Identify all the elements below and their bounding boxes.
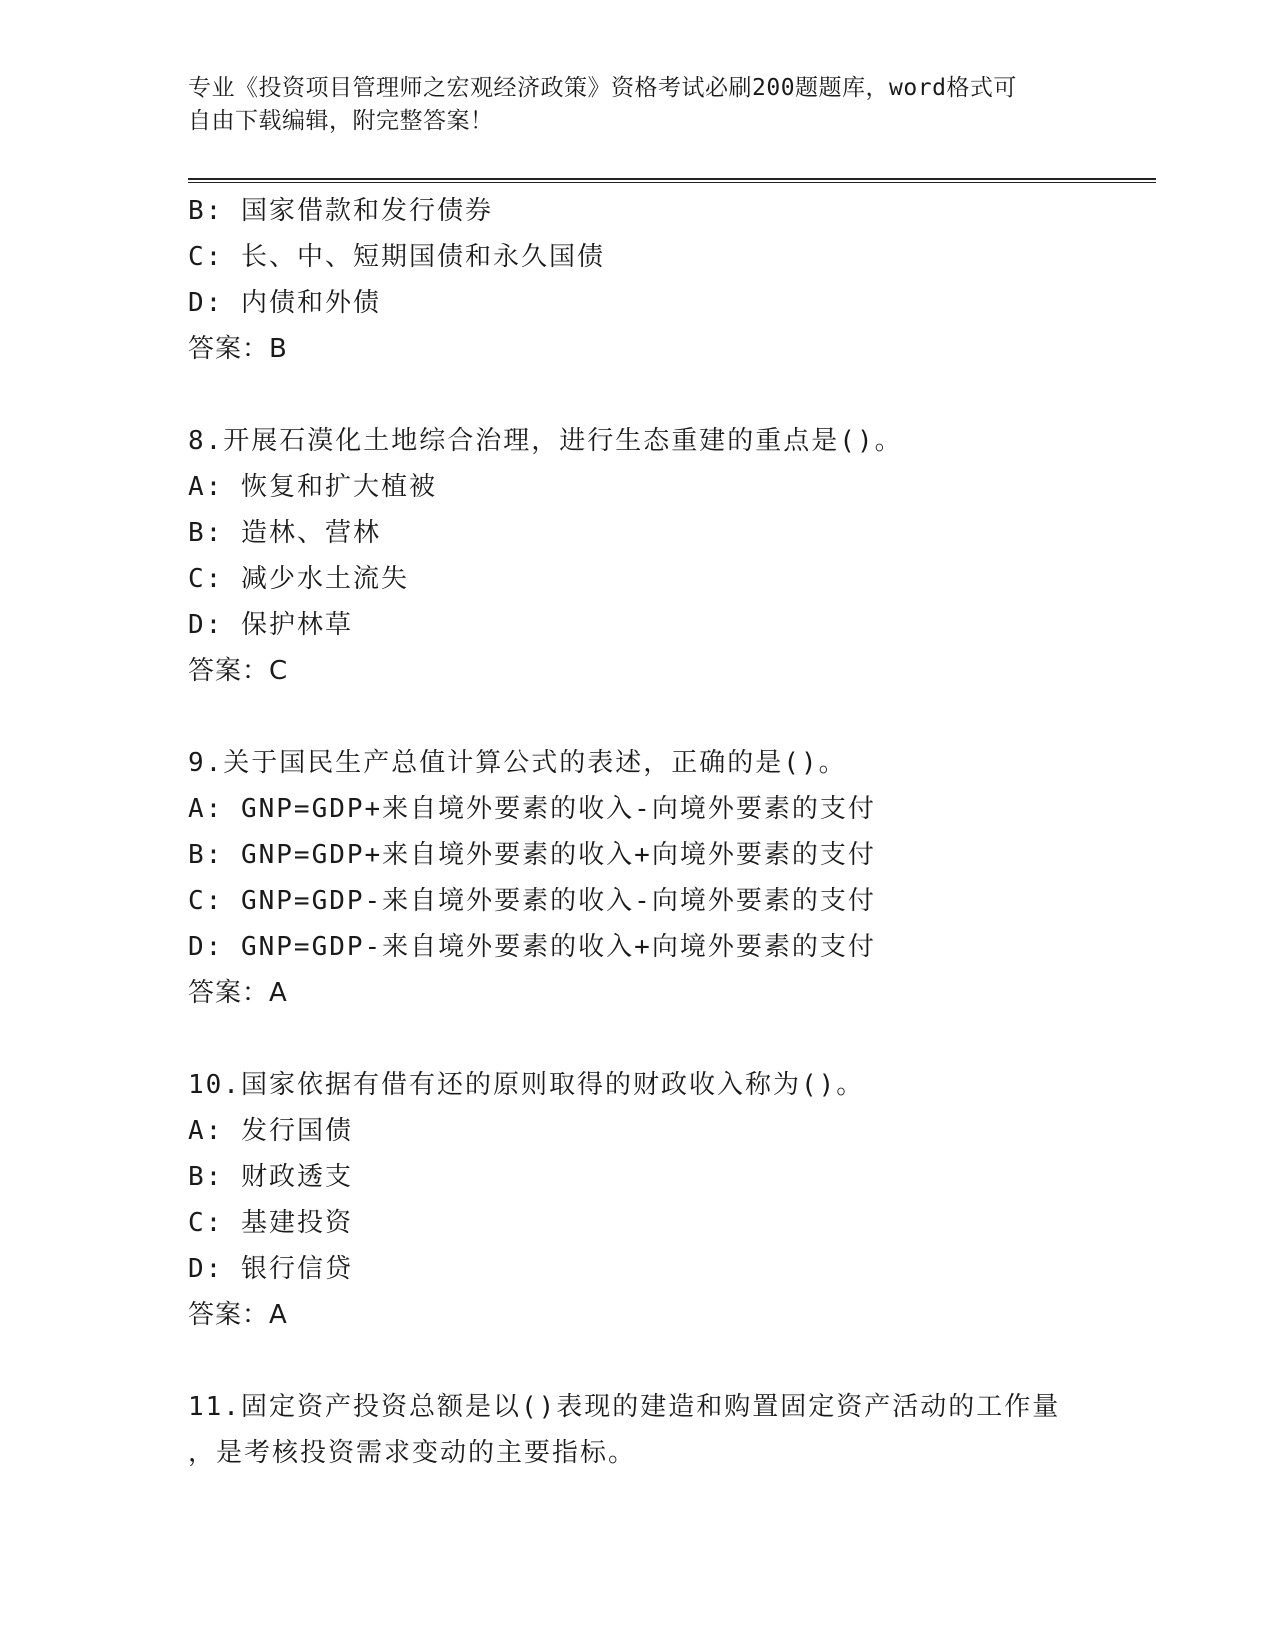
- question-block-7: [188, 188, 1088, 372]
- spacer: [188, 372, 1088, 418]
- question-stem: 9.关于国民生产总值计算公式的表述，正确的是()。: [188, 748, 847, 778]
- header-rule-thick: [188, 178, 1156, 180]
- spacer: [188, 1016, 1088, 1062]
- document-header: [188, 72, 1068, 138]
- option-d: D: 保护林草: [188, 610, 353, 640]
- option-b: B: 造林、营林: [188, 518, 381, 548]
- option-c: C: 长、中、短期国债和永久国债: [188, 242, 605, 272]
- option-b: B: GNP=GDP+来自境外要素的收入+向境外要素的支付: [188, 840, 876, 870]
- option-a: A: GNP=GDP+来自境外要素的收入-向境外要素的支付: [188, 794, 876, 824]
- spacer: [188, 694, 1088, 740]
- question-block-8: [188, 418, 1088, 694]
- question-stem-line-1: 11.固定资产投资总额是以()表现的建造和购置固定资产活动的工作量: [188, 1392, 1061, 1422]
- option-d: D: 银行信贷: [188, 1254, 353, 1284]
- header-rule-thin: [188, 182, 1156, 183]
- option-b: B: 财政透支: [188, 1162, 353, 1192]
- question-block-11: [188, 1384, 1088, 1476]
- option-c: C: 减少水土流失: [188, 564, 409, 594]
- answer-label: 答案：B: [188, 334, 288, 364]
- option-c: C: 基建投资: [188, 1208, 353, 1238]
- option-a: A: 恢复和扩大植被: [188, 472, 437, 502]
- answer-label: 答案：A: [188, 1300, 288, 1330]
- answer-label: 答案：C: [188, 656, 289, 686]
- spacer: [188, 1338, 1088, 1384]
- header-line-1: 专业《投资项目管理师之宏观经济政策》资格考试必刷200题题库，word格式可: [188, 75, 1017, 101]
- question-stem-line-2: ，是考核投资需求变动的主要指标。: [188, 1438, 637, 1468]
- question-list: [188, 188, 1088, 1476]
- question-stem: 10.国家依据有借有还的原则取得的财政收入称为()。: [188, 1070, 865, 1100]
- option-c: C: GNP=GDP-来自境外要素的收入-向境外要素的支付: [188, 886, 876, 916]
- question-stem: 8.开展石漠化土地综合治理，进行生态重建的重点是()。: [188, 426, 903, 456]
- option-a: A: 发行国债: [188, 1116, 353, 1146]
- question-block-9: [188, 740, 1088, 1016]
- option-d: D: 内债和外债: [188, 288, 381, 318]
- question-block-10: [188, 1062, 1088, 1338]
- answer-label: 答案：A: [188, 978, 288, 1008]
- option-b: B: 国家借款和发行债券: [188, 196, 493, 226]
- header-line-2: 自由下载编辑，附完整答案！: [188, 108, 494, 134]
- option-d: D: GNP=GDP-来自境外要素的收入+向境外要素的支付: [188, 932, 876, 962]
